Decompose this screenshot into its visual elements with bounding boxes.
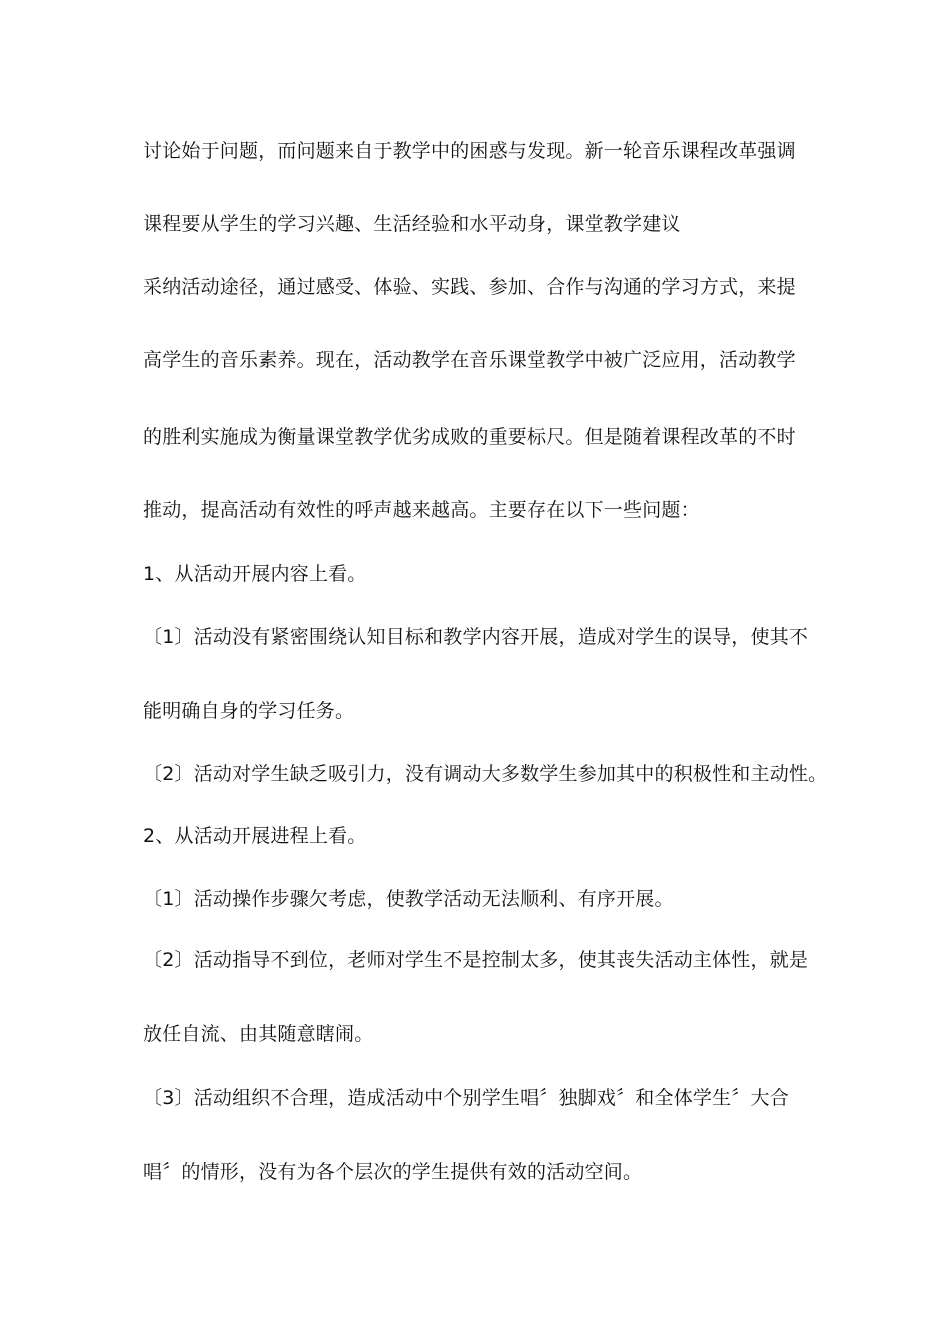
list-item-continuation: 放任自流、由其随意瞎闹。 [143, 1023, 374, 1045]
list-item-continuation: 唱〞的情形，没有为各个层次的学生提供有效的活动空间。 [143, 1161, 643, 1183]
paragraph-line: 讨论始于问题，而问题来自于教学中的困惑与发现。新一轮音乐课程改革强调 [143, 140, 796, 162]
paragraph-line: 课程要从学生的学习兴趣、生活经验和水平动身，课堂教学建议 [143, 213, 681, 235]
list-item: 〔1〕活动操作步骤欠考虑，使教学活动无法顺利、有序开展。 [143, 888, 674, 910]
section-heading: 1、从活动开展内容上看。 [143, 563, 367, 585]
list-item: 〔2〕活动指导不到位，老师对学生不是控制太多，使其丧失活动主体性，就是 [143, 949, 809, 971]
paragraph-line: 高学生的音乐素养。现在，活动教学在音乐课堂教学中被广泛应用，活动教学 [143, 349, 796, 371]
section-heading: 2、从活动开展进程上看。 [143, 825, 367, 847]
paragraph-line: 推动，提高活动有效性的呼声越来越高。主要存在以下一些问题： [143, 499, 700, 521]
list-item-continuation: 能明确自身的学习任务。 [143, 700, 355, 722]
paragraph-line: 采纳活动途径，通过感受、体验、实践、参加、合作与沟通的学习方式，来提 [143, 276, 796, 298]
paragraph-line: 的胜利实施成为衡量课堂教学优劣成败的重要标尺。但是随着课程改革的不时 [143, 426, 796, 448]
list-item: 〔2〕活动对学生缺乏吸引力，没有调动大多数学生参加其中的积极性和主动性。 [143, 763, 828, 785]
list-item: 〔3〕活动组织不合理，造成活动中个别学生唱〞独脚戏〞和全体学生〞大合 [143, 1087, 789, 1109]
list-item: 〔1〕活动没有紧密围绕认知目标和教学内容开展，造成对学生的误导，使其不 [143, 626, 809, 648]
